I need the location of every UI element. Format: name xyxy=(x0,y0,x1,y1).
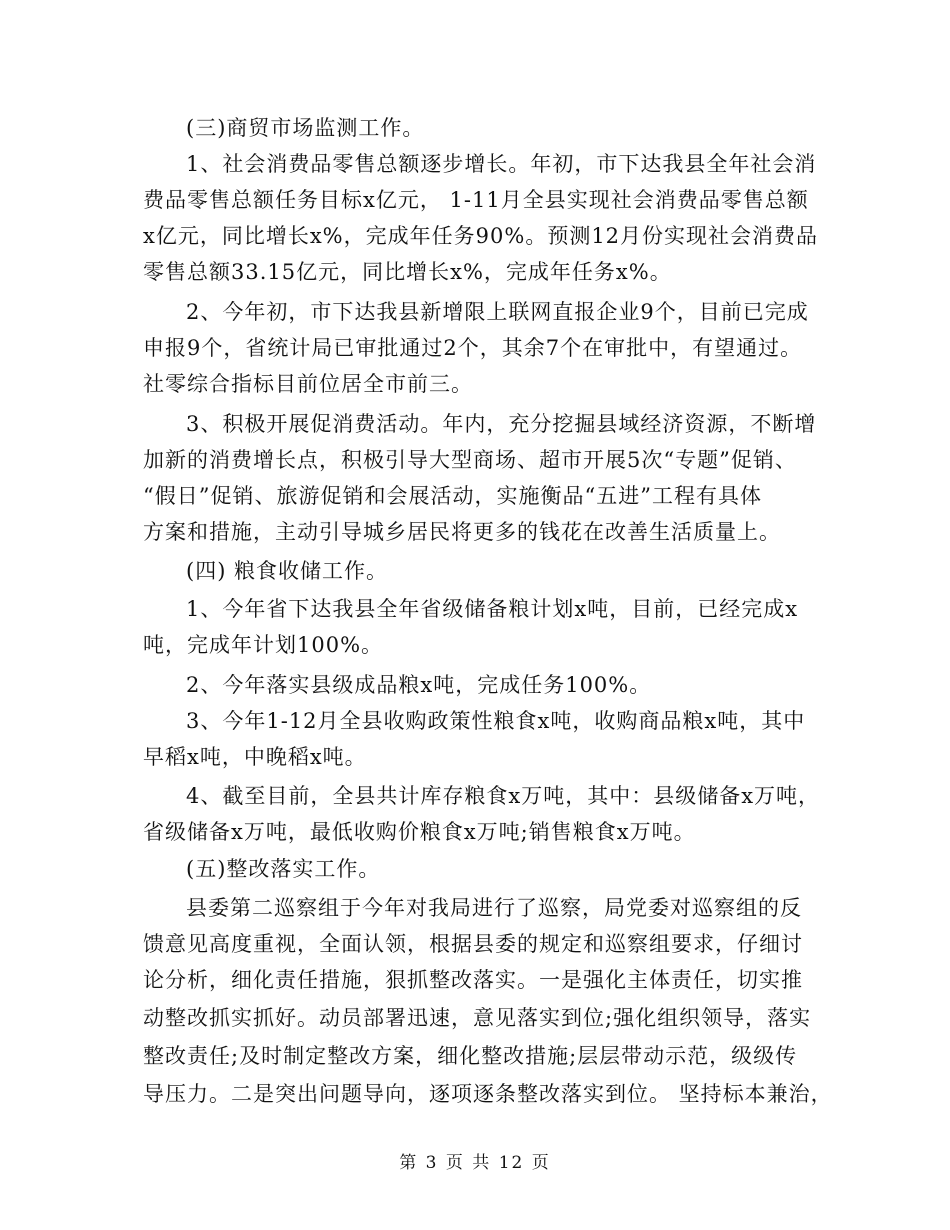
section-heading-4: (四) 粮食收储工作。 xyxy=(186,559,389,583)
section-heading-5: (五)整改落实工作。 xyxy=(186,857,381,881)
paragraph-line: 申报9个，省统计局已审批通过2个，其余7个在审批中，有望通过。 xyxy=(143,336,803,360)
paragraph-line: 县委第二巡察组于今年对我局进行了巡察，局党委对巡察组的反 xyxy=(186,896,802,920)
paragraph-line: 方案和措施，主动引导城乡居民将更多的钱花在改善生活质量上。 xyxy=(143,520,781,544)
paragraph-line: 导压力。二是突出问题导向，逐项逐条整改落实到位。 坚持标本兼治， xyxy=(143,1082,833,1106)
paragraph-line: 1、今年省下达我县全年省级储备粮计划x吨，目前，已经完成x xyxy=(186,597,799,621)
paragraph-line: 4、截至目前，全县共计库存粮食x万吨，其中：县级储备x万吨， xyxy=(186,784,821,808)
page-number-footer: 第 3 页 共 12 页 xyxy=(399,1153,551,1173)
paragraph-line: 1、社会消费品零售总额逐步增长。年初，市下达我县全年社会消 xyxy=(186,152,817,176)
paragraph-line: x亿元，同比增长x%，完成年任务90%。预测12月份实现社会消费品 xyxy=(143,224,819,248)
paragraph-line: 费品零售总额任务目标x亿元， 1-11月全县实现社会消费品零售总额 xyxy=(143,188,809,212)
paragraph-line: 整改责任;及时制定整改方案，细化整改措施;层层带动示范，级级传 xyxy=(143,1044,798,1068)
paragraph-line: 早稻x吨，中晚稻x吨。 xyxy=(143,745,367,769)
paragraph-line: 馈意见高度重视，全面认领，根据县委的规定和巡察组要求，仔细讨 xyxy=(143,932,803,956)
paragraph-line: “假日”促销、旅游促销和会展活动，实施衡品“五进”工程有具体 xyxy=(143,484,762,508)
section-heading-3: (三)商贸市场监测工作。 xyxy=(186,116,425,140)
paragraph-line: 论分析，细化责任措施，狠抓整改落实。一是强化主体责任，切实推 xyxy=(143,968,803,992)
paragraph-line: 动整改抓实抓好。动员部署迅速，意见落实到位;强化组织领导，落实 xyxy=(143,1006,812,1030)
paragraph-line: 加新的消费增长点，积极引导大型商场、超市开展5次“专题”促销、 xyxy=(143,448,797,472)
paragraph-line: 社零综合指标目前位居全市前三。 xyxy=(143,372,473,396)
paragraph-line: 2、今年落实县级成品粮x吨，完成任务100%。 xyxy=(186,673,652,697)
paragraph-line: 3、积极开展促消费活动。年内，充分挖掘县域经济资源，不断增 xyxy=(186,412,817,436)
paragraph-line: 零售总额33.15亿元，同比增长x%，完成年任务x%。 xyxy=(143,260,672,284)
paragraph-line: 2、今年初，市下达我县新增限上联网直报企业9个，目前已完成 xyxy=(186,300,809,324)
paragraph-line: 吨，完成年计划100%。 xyxy=(143,633,384,657)
paragraph-line: 3、今年1-12月全县收购政策性粮食x吨，收购商品粮x吨，其中 xyxy=(186,709,806,733)
paragraph-line: 省级储备x万吨，最低收购价粮食x万吨;销售粮食x万吨。 xyxy=(143,820,696,844)
